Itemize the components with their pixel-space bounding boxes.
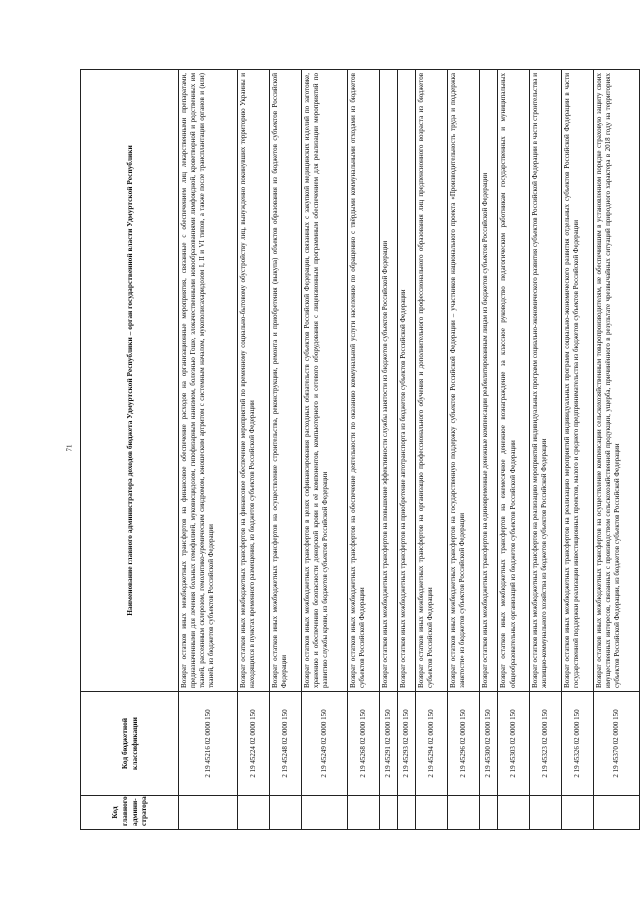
- admin-cell: [347, 796, 379, 830]
- table-row: [302, 70, 348, 830]
- revenue-classification-table: [80, 69, 640, 830]
- description-cell: Возврат остатков иных межбюджетных трансфертов на финансовое обеспечение мероприятий по временному социально-бытовому обустройству лиц, вынужденно покинувших территорию Украины и находящихся в пунктах временного размещения, из бюджетов субъектов Российской Федерации: [238, 70, 270, 692]
- code-cell: 2 19 45216 02 0000 150: [179, 692, 238, 796]
- header-name: Наименование главного администратора доходов бюджета Удмуртской Республики – орган государственной власти Удмуртской Республики: [81, 70, 179, 692]
- description-cell: Возврат остатков иных межбюджетных трансфертов на реализацию мероприятий индивидуальных программ социально-экономического развития отдельных субъектов Российской Федерации в части государственной поддержки реализации инвестиционных проектов, малого и среднего предпринимательства из бюджетов субъектов Российской Федерации: [562, 70, 594, 692]
- admin-cell: [416, 796, 448, 830]
- admin-cell: [448, 796, 480, 830]
- code-cell: 2 19 45291 02 0000 150: [379, 692, 397, 796]
- table-row: [379, 70, 397, 830]
- table-row: [530, 70, 562, 830]
- code-cell: 2 19 45294 02 0000 150: [416, 692, 448, 796]
- description-cell: Возврат остатков иных межбюджетных трансфертов на обеспечение деятельности по оказанию коммунальной услуги населению по обращению с твёрдыми коммунальными отходами из бюджетов субъектов Российской Федерации: [347, 70, 379, 692]
- header-budget-code: Код бюджетной классификации: [81, 692, 179, 796]
- admin-cell: [562, 796, 594, 830]
- code-cell: 2 19 45224 02 0000 150: [238, 692, 270, 796]
- code-cell: 2 19 45248 02 0000 150: [270, 692, 302, 796]
- admin-cell: [498, 796, 530, 830]
- admin-cell: [594, 796, 640, 830]
- description-cell: Возврат остатков иных межбюджетных трансфертов на ежемесячное денежное вознаграждение за классное руководство педагогическим работникам государственных и муниципальных общеобразовательных организаций из бюджетов субъектов Российской Федерации: [498, 70, 530, 692]
- admin-cell: [270, 796, 302, 830]
- header-admin-code: Код главного админи-стратора: [81, 796, 179, 830]
- description-cell: Возврат остатков иных межбюджетных трансфертов на осуществление компенсации сельскохозяйственным товаропроизводителям, не обеспечившим в установленном порядке страховую защиту своих имущественных интересов, связанных с производством сельскохозяйственной продукции, ущерба, причинённого в результате чрезвычайных ситуаций природного характера в 2018 году на территориях субъектов Российской Федерации, из бюджетов субъектов Российской Федерации: [594, 70, 640, 692]
- description-cell: Возврат остатков иных межбюджетных трансфертов на финансовое обеспечение расходов на организационные мероприятия, связанные с обеспечением лиц лекарственными препаратами, предназначенными для лечения больных гемофилией, муковисцидозом, гипофизарным нанизмом, болезнью Гоше, злокачественными новообразованиями лимфоидной, кроветворной и родственных им тканей, рассеянным склерозом, гемолитико-уремическим синдромом, юношеским артритом с системным началом, мукополисахаридозом I, II и VI типов, а также после трансплантации органов и (или) тканей, из бюджетов субъектов Российской Федерации: [179, 70, 238, 692]
- admin-cell: [179, 796, 238, 830]
- description-cell: Возврат остатков иных межбюджетных трансфертов на повышение эффективности службы занятости из бюджетов субъектов Российской Федерации: [379, 70, 397, 692]
- table-row: [480, 70, 498, 830]
- table-row: [562, 70, 594, 830]
- description-cell: Возврат остатков иных межбюджетных трансфертов на государственную поддержку субъектов Российской Федерации – участников национального проекта «Производительность труда и поддержка занятости» из бюджетов субъектов Российской Федерации: [448, 70, 480, 692]
- code-cell: 2 19 45268 02 0000 150: [347, 692, 379, 796]
- page-number: 71: [65, 444, 74, 452]
- admin-cell: [480, 796, 498, 830]
- description-cell: Возврат остатков иных межбюджетных трансфертов на реализацию мероприятий индивидуальных программ социально-экономического развития субъектов Российской Федерации в части строительства и жилищно-коммунального хозяйства из бюджетов субъектов Российской Федерации: [530, 70, 562, 692]
- table-header-row: [81, 70, 179, 830]
- code-cell: 2 19 45326 02 0000 150: [562, 692, 594, 796]
- description-cell: Возврат остатков иных межбюджетных трансфертов в целях софинансирования расходных обязательств субъектов Российской Федерации, связанных с закупкой медицинских изделий по заготовке, хранению и обеспечению безопасности донорской крови и её компонентов, компьютерного и сетевого оборудования с лицензионным программным обеспечением для реализации мероприятий по развитию службы крови, из бюджетов субъектов Российской Федерации: [302, 70, 348, 692]
- admin-cell: [302, 796, 348, 830]
- description-cell: Возврат остатков иных межбюджетных трансфертов на организацию профессионального обучения и дополнительного профессионального образования лиц предпенсионного возраста из бюджетов субъектов Российской Федерации: [416, 70, 448, 692]
- code-cell: 2 19 45323 02 0000 150: [530, 692, 562, 796]
- description-cell: Возврат остатков иных межбюджетных трансфертов на приобретение автотранспорта из бюджетов субъектов Российской Федерации: [398, 70, 416, 692]
- code-cell: 2 19 45293 02 0000 150: [398, 692, 416, 796]
- table-row: [179, 70, 238, 830]
- code-cell: 2 19 45296 02 0000 150: [448, 692, 480, 796]
- rotated-table-container: [80, 70, 640, 830]
- table-row: [347, 70, 379, 830]
- code-cell: 2 19 45249 02 0000 150: [302, 692, 348, 796]
- table-row: [416, 70, 448, 830]
- table-row: [398, 70, 416, 830]
- code-cell: 2 19 45303 02 0000 150: [498, 692, 530, 796]
- code-cell: 2 19 45300 02 0000 150: [480, 692, 498, 796]
- admin-cell: [238, 796, 270, 830]
- admin-cell: [379, 796, 397, 830]
- description-cell: Возврат остатков иных межбюджетных трансфертов на единовременные денежные компенсации реабилитированным лицам из бюджетов субъектов Российской Федерации: [480, 70, 498, 692]
- table-row: [238, 70, 270, 830]
- table-row: [270, 70, 302, 830]
- table-row: [498, 70, 530, 830]
- table-row: [448, 70, 480, 830]
- code-cell: 2 19 45370 02 0000 150: [594, 692, 640, 796]
- admin-cell: [530, 796, 562, 830]
- table-row: [594, 70, 640, 830]
- description-cell: Возврат остатков иных межбюджетных трансфертов на осуществление строительства, реконструкции, ремонта и приобретения (выкупа) объектов образования из бюджетов субъектов Российской Федерации: [270, 70, 302, 692]
- admin-cell: [398, 796, 416, 830]
